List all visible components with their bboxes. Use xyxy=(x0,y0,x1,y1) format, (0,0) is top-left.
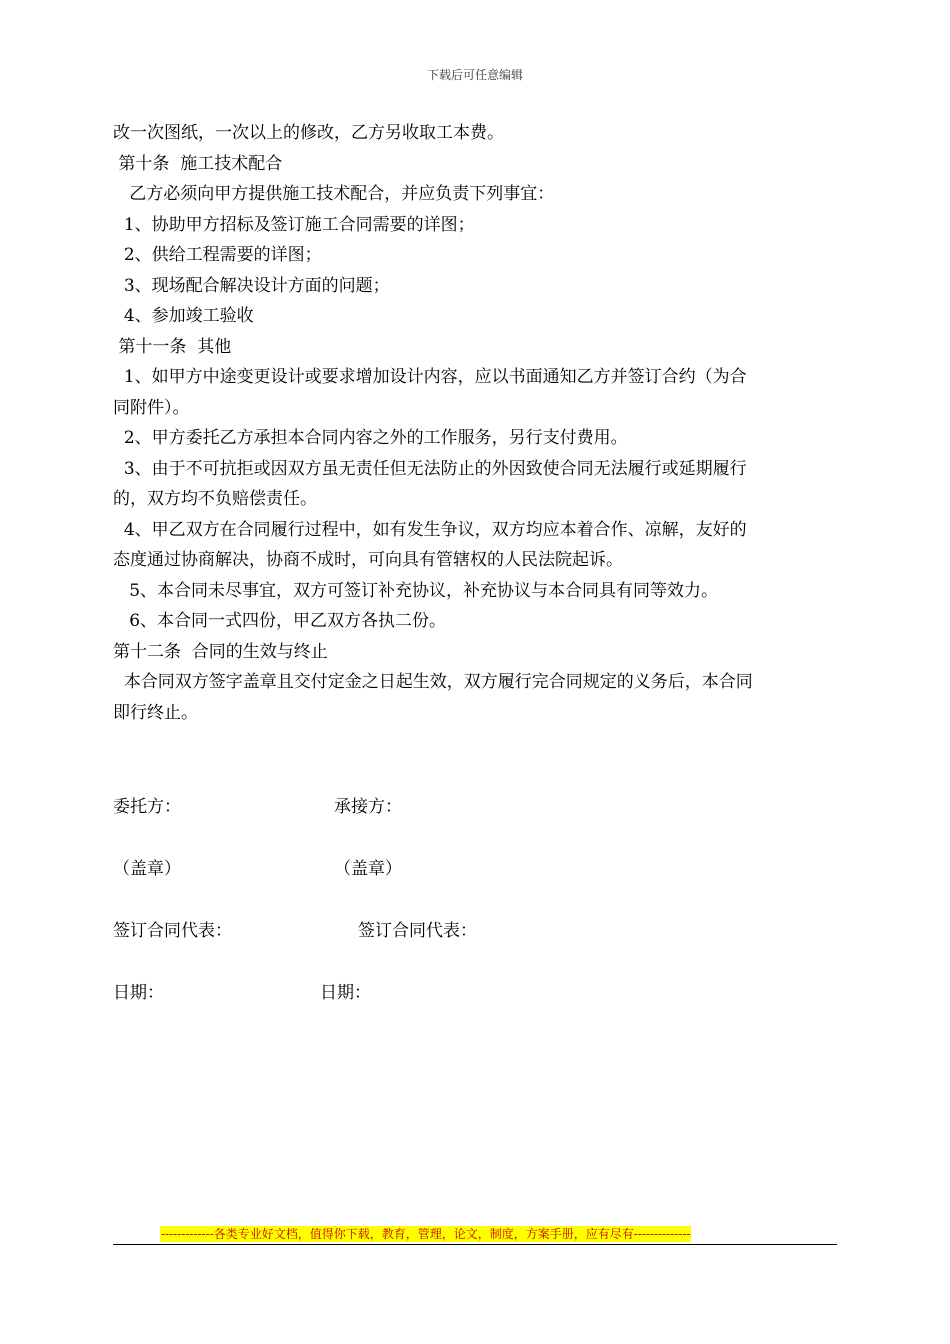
list-item: 3、由于不可抗拒或因双方虽无责任但无法防止的外因致使合同无法履行或延期履行 xyxy=(113,458,747,479)
contract-body xyxy=(113,118,839,728)
body-line: 态度通过协商解决，协商不成时，可向具有管辖权的人民法院起诉。 xyxy=(113,550,623,570)
list-item: 5、本合同未尽事宜，双方可签订补充协议，补充协议与本合同具有同等效力。 xyxy=(113,580,719,601)
section-heading-12: 第十二条 合同的生效与终止 xyxy=(113,641,328,662)
list-item: 1、协助甲方招标及签订施工合同需要的详图； xyxy=(113,214,475,235)
list-item: 2、供给工程需要的详图； xyxy=(113,245,322,265)
footer-divider xyxy=(113,1244,837,1245)
list-item: 3、现场配合解决设计方面的问题； xyxy=(113,275,390,296)
body-line: 同附件）。 xyxy=(113,397,190,418)
list-item: 2、甲方委托乙方承担本合同内容之外的工作服务，另行支付费用。 xyxy=(113,428,628,448)
body-line: 乙方必须向甲方提供施工技术配合，并应负责下列事宜： xyxy=(113,184,555,204)
body-line: 的，双方均不负赔偿责任。 xyxy=(113,489,317,509)
body-line: 即行终止。 xyxy=(113,702,198,723)
section-heading-11: 第十一条 其他 xyxy=(113,336,232,357)
rep-left: 签订合同代表： xyxy=(113,921,232,941)
list-item: 4、参加竣工验收 xyxy=(113,306,254,326)
contractor-label: 承接方： xyxy=(334,797,402,817)
list-item: 4、甲乙双方在合同履行过程中，如有发生争议，双方均应本着合作、凉解，友好的 xyxy=(113,519,747,540)
client-label: 委托方： xyxy=(113,797,181,817)
footer-banner: -------------各类专业好文档，值得你下载，教育，管理，论文，制度，方案手册，应有尽有-------------- xyxy=(161,1227,691,1241)
page-header: 下载后可任意编辑 xyxy=(426,68,523,82)
seal-left: （盖章） xyxy=(113,859,181,879)
body-line: 本合同双方签字盖章且交付定金之日起生效，双方履行完合同规定的义务后，本合同 xyxy=(113,672,753,692)
seal-right: （盖章） xyxy=(334,859,402,879)
date-left: 日期： xyxy=(113,983,164,1003)
date-right: 日期： xyxy=(320,983,371,1003)
list-item: 6、本合同一式四份，甲乙双方各执二份。 xyxy=(113,611,447,631)
body-line: 改一次图纸，一次以上的修改，乙方另收取工本费。 xyxy=(113,123,504,143)
rep-right: 签订合同代表： xyxy=(358,921,477,941)
section-heading-10: 第十条 施工技术配合 xyxy=(113,153,283,174)
list-item: 1、如甲方中途变更设计或要求增加设计内容，应以书面通知乙方并签订合约（为合 xyxy=(113,367,747,387)
